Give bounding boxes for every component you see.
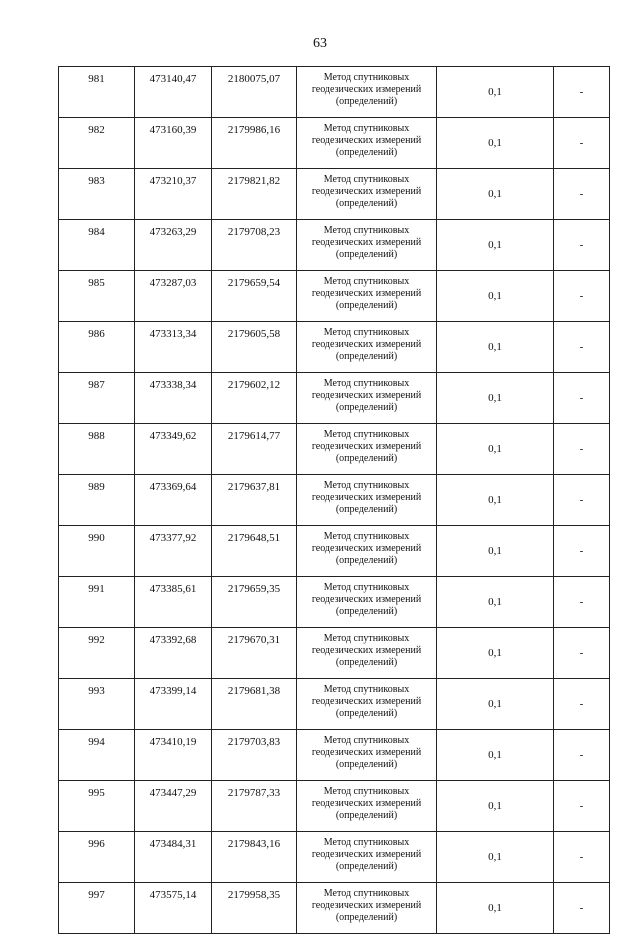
method-cell xyxy=(297,781,437,832)
y-coordinate-cell: 2179602,12 xyxy=(212,373,297,424)
method-cell xyxy=(297,271,437,322)
description-cell: - xyxy=(554,271,610,322)
method-cell xyxy=(297,67,437,118)
accuracy-cell: 0,1 xyxy=(437,679,554,730)
x-coordinate-cell: 473575,14 xyxy=(135,883,212,934)
point-number-cell: 997 xyxy=(59,883,135,934)
method-cell xyxy=(297,373,437,424)
method-text: Метод спутниковых геодезических измерений (определений) xyxy=(311,480,422,515)
point-number-cell: 986 xyxy=(59,322,135,373)
x-coordinate-cell: 473369,64 xyxy=(135,475,212,526)
method-cell xyxy=(297,322,437,373)
method-cell xyxy=(297,883,437,934)
x-coordinate-cell: 473140,47 xyxy=(135,67,212,118)
accuracy-cell: 0,1 xyxy=(437,118,554,169)
table-row xyxy=(59,781,610,832)
point-number-cell: 993 xyxy=(59,679,135,730)
point-number-cell: 985 xyxy=(59,271,135,322)
method-text: Метод спутниковых геодезических измерений (определений) xyxy=(311,684,422,719)
point-number-cell: 996 xyxy=(59,832,135,883)
table-row xyxy=(59,373,610,424)
description-cell: - xyxy=(554,628,610,679)
method-text: Метод спутниковых геодезических измерений (определений) xyxy=(311,633,422,668)
point-number-cell: 989 xyxy=(59,475,135,526)
y-coordinate-cell: 2180075,07 xyxy=(212,67,297,118)
accuracy-cell: 0,1 xyxy=(437,373,554,424)
table-row xyxy=(59,526,610,577)
table-row xyxy=(59,730,610,781)
x-coordinate-cell: 473160,39 xyxy=(135,118,212,169)
y-coordinate-cell: 2179605,58 xyxy=(212,322,297,373)
description-cell: - xyxy=(554,220,610,271)
table-row xyxy=(59,628,610,679)
method-text: Метод спутниковых геодезических измерений (определений) xyxy=(311,735,422,770)
method-cell xyxy=(297,169,437,220)
accuracy-cell: 0,1 xyxy=(437,730,554,781)
description-cell: - xyxy=(554,118,610,169)
point-number-cell: 988 xyxy=(59,424,135,475)
method-text: Метод спутниковых геодезических измерений (определений) xyxy=(311,72,422,107)
description-cell: - xyxy=(554,169,610,220)
accuracy-cell: 0,1 xyxy=(437,220,554,271)
coordinates-table xyxy=(58,66,610,934)
x-coordinate-cell: 473210,37 xyxy=(135,169,212,220)
description-cell: - xyxy=(554,322,610,373)
accuracy-cell: 0,1 xyxy=(437,781,554,832)
table-row xyxy=(59,475,610,526)
description-cell: - xyxy=(554,373,610,424)
table-row xyxy=(59,679,610,730)
y-coordinate-cell: 2179986,16 xyxy=(212,118,297,169)
table-row xyxy=(59,832,610,883)
method-text: Метод спутниковых геодезических измерений (определений) xyxy=(311,531,422,566)
y-coordinate-cell: 2179648,51 xyxy=(212,526,297,577)
table-row xyxy=(59,577,610,628)
method-cell xyxy=(297,832,437,883)
accuracy-cell: 0,1 xyxy=(437,67,554,118)
y-coordinate-cell: 2179659,35 xyxy=(212,577,297,628)
table-row xyxy=(59,169,610,220)
accuracy-cell: 0,1 xyxy=(437,169,554,220)
y-coordinate-cell: 2179821,82 xyxy=(212,169,297,220)
x-coordinate-cell: 473399,14 xyxy=(135,679,212,730)
y-coordinate-cell: 2179787,33 xyxy=(212,781,297,832)
point-number-cell: 992 xyxy=(59,628,135,679)
x-coordinate-cell: 473410,19 xyxy=(135,730,212,781)
y-coordinate-cell: 2179708,23 xyxy=(212,220,297,271)
method-text: Метод спутниковых геодезических измерений (определений) xyxy=(311,429,422,464)
accuracy-cell: 0,1 xyxy=(437,271,554,322)
accuracy-cell: 0,1 xyxy=(437,883,554,934)
method-text: Метод спутниковых геодезических измерений (определений) xyxy=(311,837,422,872)
x-coordinate-cell: 473313,34 xyxy=(135,322,212,373)
x-coordinate-cell: 473484,31 xyxy=(135,832,212,883)
point-number-cell: 983 xyxy=(59,169,135,220)
method-text: Метод спутниковых геодезических измерений (определений) xyxy=(311,888,422,923)
y-coordinate-cell: 2179670,31 xyxy=(212,628,297,679)
y-coordinate-cell: 2179614,77 xyxy=(212,424,297,475)
description-cell: - xyxy=(554,781,610,832)
method-cell xyxy=(297,577,437,628)
description-cell: - xyxy=(554,883,610,934)
description-cell: - xyxy=(554,832,610,883)
method-text: Метод спутниковых геодезических измерений (определений) xyxy=(311,225,422,260)
method-cell xyxy=(297,475,437,526)
table-row xyxy=(59,118,610,169)
accuracy-cell: 0,1 xyxy=(437,526,554,577)
method-cell xyxy=(297,730,437,781)
x-coordinate-cell: 473385,61 xyxy=(135,577,212,628)
description-cell: - xyxy=(554,679,610,730)
method-cell xyxy=(297,220,437,271)
x-coordinate-cell: 473392,68 xyxy=(135,628,212,679)
x-coordinate-cell: 473447,29 xyxy=(135,781,212,832)
point-number-cell: 994 xyxy=(59,730,135,781)
accuracy-cell: 0,1 xyxy=(437,832,554,883)
method-text: Метод спутниковых геодезических измерений (определений) xyxy=(311,174,422,209)
accuracy-cell: 0,1 xyxy=(437,424,554,475)
y-coordinate-cell: 2179843,16 xyxy=(212,832,297,883)
method-cell xyxy=(297,424,437,475)
accuracy-cell: 0,1 xyxy=(437,577,554,628)
point-number-cell: 984 xyxy=(59,220,135,271)
y-coordinate-cell: 2179681,38 xyxy=(212,679,297,730)
table-row xyxy=(59,322,610,373)
table-row xyxy=(59,220,610,271)
x-coordinate-cell: 473349,62 xyxy=(135,424,212,475)
coordinates-table-body xyxy=(59,67,610,934)
table-row xyxy=(59,271,610,322)
accuracy-cell: 0,1 xyxy=(437,322,554,373)
x-coordinate-cell: 473377,92 xyxy=(135,526,212,577)
description-cell: - xyxy=(554,424,610,475)
x-coordinate-cell: 473338,34 xyxy=(135,373,212,424)
point-number-cell: 990 xyxy=(59,526,135,577)
method-text: Метод спутниковых геодезических измерений (определений) xyxy=(311,327,422,362)
y-coordinate-cell: 2179637,81 xyxy=(212,475,297,526)
description-cell: - xyxy=(554,475,610,526)
method-text: Метод спутниковых геодезических измерений (определений) xyxy=(311,276,422,311)
table-row xyxy=(59,424,610,475)
page-number: 63 xyxy=(313,36,327,51)
table-row xyxy=(59,67,610,118)
point-number-cell: 991 xyxy=(59,577,135,628)
method-text: Метод спутниковых геодезических измерений (определений) xyxy=(311,786,422,821)
point-number-cell: 995 xyxy=(59,781,135,832)
y-coordinate-cell: 2179703,83 xyxy=(212,730,297,781)
method-text: Метод спутниковых геодезических измерений (определений) xyxy=(311,582,422,617)
point-number-cell: 982 xyxy=(59,118,135,169)
description-cell: - xyxy=(554,730,610,781)
x-coordinate-cell: 473263,29 xyxy=(135,220,212,271)
method-cell xyxy=(297,526,437,577)
description-cell: - xyxy=(554,67,610,118)
method-text: Метод спутниковых геодезических измерений (определений) xyxy=(311,378,422,413)
x-coordinate-cell: 473287,03 xyxy=(135,271,212,322)
y-coordinate-cell: 2179659,54 xyxy=(212,271,297,322)
accuracy-cell: 0,1 xyxy=(437,628,554,679)
point-number-cell: 987 xyxy=(59,373,135,424)
method-cell xyxy=(297,628,437,679)
method-cell xyxy=(297,118,437,169)
method-cell xyxy=(297,679,437,730)
table-row xyxy=(59,883,610,934)
point-number-cell: 981 xyxy=(59,67,135,118)
accuracy-cell: 0,1 xyxy=(437,475,554,526)
description-cell: - xyxy=(554,577,610,628)
method-text: Метод спутниковых геодезических измерений (определений) xyxy=(311,123,422,158)
description-cell: - xyxy=(554,526,610,577)
y-coordinate-cell: 2179958,35 xyxy=(212,883,297,934)
